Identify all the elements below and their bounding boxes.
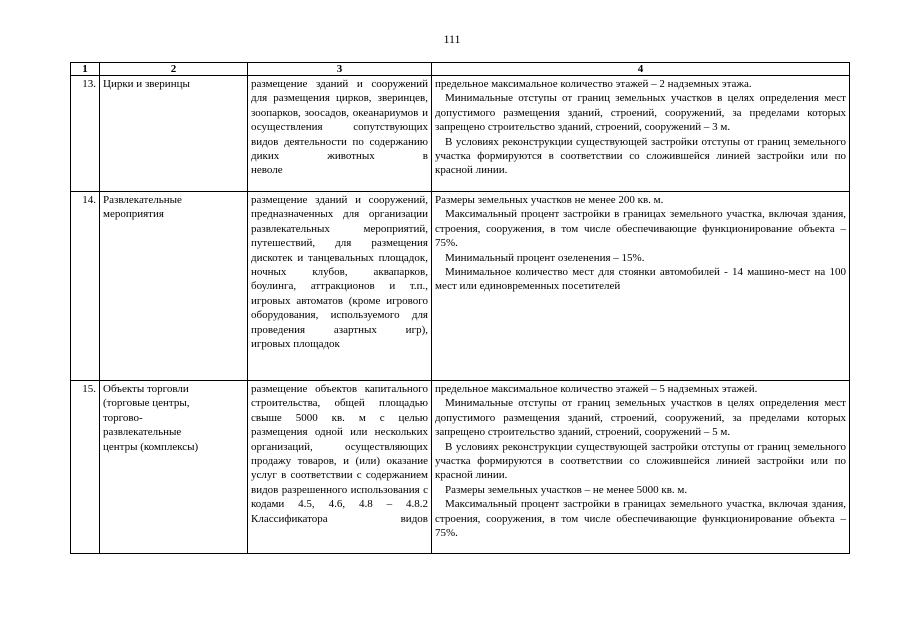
rule-text: Минимальный процент озеленения – 15%.	[445, 251, 645, 264]
table-row	[71, 381, 850, 554]
rule-text: Минимальные отступы от границ земельных участков в целях определения мест допустимого размещения зданий, строений, сооружений, за пределами которых запрещено строительство зданий, строений, сооружений – 5 м.	[435, 397, 846, 439]
land-use-name-line: торгово-	[103, 411, 143, 424]
land-use-name: Развлекательные мероприятия	[100, 192, 248, 381]
page-number: 111	[443, 32, 461, 46]
regulations-table	[70, 62, 850, 554]
land-use-description	[248, 381, 432, 554]
description-text: размещение зданий и сооружений, предназначенных для организации развлекательных мероприятий, путешествий, для размещения дискотек и танцевальных площадок, ночных клубов, аквапарков, боулинга, аттракционов и т.п., игровых автоматов (кроме игрового оборудования, используемого для проведения азартных игр),	[251, 194, 428, 336]
table-row	[71, 192, 850, 381]
regulation-parameters	[432, 76, 850, 192]
land-use-name-line: развлекательные	[103, 426, 182, 439]
description-text-end: игровых площадок	[251, 338, 340, 351]
description-text: размещение объектов капитального строительства, общей площадью свыше 5000 кв. м с целью размещения одной или нескольких организаций, осуществляющих продажу товаров, и (или) оказание услуг в соответствии с содержанием видов разрешенного использования с кодами 4.5, 4.6, 4.8 – 4.8.2 Классификатора видов	[251, 383, 428, 525]
rule-text: предельное максимальное количество этажей – 2 надземных этажа.	[435, 78, 752, 90]
row-number: 15.	[71, 381, 100, 554]
rule-text: Максимальный процент застройки в границах земельного участка, включая здания, строения, сооружения, в том числе обеспечивающие функционирование объекта – 75%.	[435, 498, 846, 540]
rule-text: Размеры земельных участков – не менее 5000 кв. м.	[445, 483, 688, 496]
description-text: размещение зданий и сооружений для размещения цирков, зверинцев, зоопарков, зоосадов, океанариумов и осуществления сопутствующих видов деятельности по содержанию диких животных в	[251, 78, 428, 163]
rule-text: Минимальные отступы от границ земельных участков в целях определения мест допустимого размещения зданий, строений, сооружений, за пределами которых запрещено строительство зданий, строений, сооружений – 3 м.	[435, 92, 846, 134]
regulation-parameters	[432, 381, 850, 554]
row-number: 13.	[71, 76, 100, 192]
table-header-row	[71, 63, 850, 76]
land-use-name	[100, 381, 248, 554]
table-row	[71, 76, 850, 192]
rule-text: Размеры земельных участков не менее 200 кв. м.	[435, 194, 664, 206]
row-number: 14.	[71, 192, 100, 381]
land-use-description	[248, 192, 432, 381]
land-use-name: Цирки и зверинцы	[100, 76, 248, 192]
rule-text: Минимальное количество мест для стоянки автомобилей - 14 машино-мест на 100 мест или единовременных посетителей	[435, 266, 846, 293]
rule-text: В условиях реконструкции существующей застройки отступы от границ земельного участка формируются в соответствии со сложившейся линией застройки или по красной линии.	[435, 135, 846, 177]
regulation-parameters	[432, 192, 850, 381]
description-text-end: неволе	[251, 164, 283, 177]
rule-text: предельное максимальное количество этажей – 5 надземных этажей.	[435, 383, 758, 395]
column-header: 1	[71, 63, 100, 76]
land-use-name-line: Объекты торговли	[103, 383, 189, 395]
land-use-description	[248, 76, 432, 192]
rule-text: Максимальный процент застройки в границах земельного участка, включая здания, строения, сооружения, в том числе обеспечивающие функционирование объекта – 75%.	[435, 208, 846, 250]
column-header: 4	[432, 63, 850, 76]
column-header: 3	[248, 63, 432, 76]
column-header: 2	[100, 63, 248, 76]
rule-text: В условиях реконструкции существующей застройки отступы от границ земельного участка формируются в соответствии со сложившейся линией застройки или по красной линии.	[435, 440, 846, 482]
land-use-name-line: (торговые центры,	[103, 397, 190, 410]
land-use-name-line: центры (комплексы)	[103, 440, 199, 453]
